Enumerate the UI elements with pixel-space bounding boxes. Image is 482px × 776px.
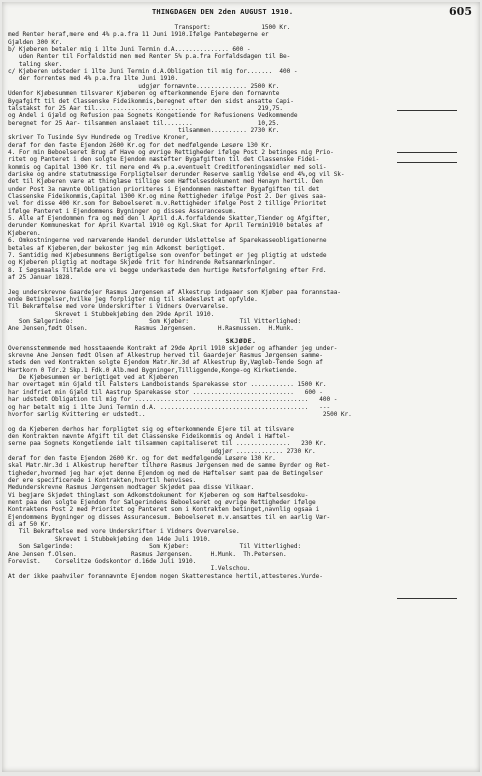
- document-page: [2, 2, 480, 772]
- contract-text-line: betales af Kjøberen,der bekoster jeg min Adkomst berigtiget.: [8, 244, 226, 252]
- skjoede-text-line: og da Kjøberen derhos har forpligtet sig og efterkommende Ejere til at tilsvare: [8, 425, 294, 433]
- skjoede-text-line: der ere specificerede i Kontrakten,hvortil henvises.: [8, 477, 197, 484]
- contract-text-line: kommis og Capital 1300 Kr. til mere end 4% p.a.eventuelt Creditforeningsmidler med soli-: [8, 163, 327, 171]
- skjoede-text-line: skrevne Ane Jensen født Olsen af Alkestrup herved til Gaardejer Rasmus Jørgensen samme-: [8, 352, 323, 360]
- skjoede-text-line: I.Velschou.: [8, 565, 251, 573]
- contract-text-line: 7. Samtidig med Kjøbesummens Berigtigelse som ovenfor betinget er jeg pligtig at udstede: [8, 251, 327, 259]
- skjoede-text-line: har udstedt Obligation til mig for ................................................ 400 -: [8, 396, 338, 404]
- contract-text-line: af 25 Januar 1828.: [8, 273, 74, 281]
- contract-text-line: uden Renter til Forfaldstid men med Renter 5% p.a.fra Forfaldsdagen til Be-: [8, 53, 291, 61]
- skjoede-text-line: steds den ved Kontrakten solgte Ejendom Matr.Nr.3d af Alkestrup By,Vægleb-Tende Sogn af: [8, 359, 323, 367]
- contract-text-line: det til Kjøberen være at thinglæse tillige som Hæftelsesdokument med Henayn hertil. Den: [8, 178, 323, 186]
- contract-text-line: deraf for den faste Ejendom 2600 Kr.og for det medfølgende Løsøre 130 Kr.: [8, 141, 273, 149]
- skjoede-text-line: Forevist. Corselitze Godskontor d.16de Juli 1910.: [8, 557, 197, 565]
- contract-text-line: ritet og Panteret i den solgte Ejendom næstefter Bygafgiften til det Classenske Fidei-: [8, 156, 320, 164]
- skjoede-text-line: De Kjøbesummen er berigtiget ved at Kjøberen: [8, 374, 179, 382]
- skjoede-text-line: Overensstemmende med hosstaaende Kontrakt af 29de April 1910 skjøder og afhænder jeg under-: [8, 344, 338, 352]
- skjoede-text-line: tigheder,hvormed jeg har ejet denne Ejendom og med de Hæftelser samt paa de Betingelser: [8, 469, 323, 477]
- skjoede-text-line: udgjør ............. 2730 Kr.: [8, 447, 316, 455]
- contract-text-line: tilsammen.......... 2730 Kr.: [8, 126, 280, 134]
- contract-text-line: c/ Kjøberen udsteder i 1lte Juni Termin d.A.Obligation til mig for....... 400 -: [8, 68, 298, 76]
- contract-text-line: beregnet for 25 Aar- tilsammen anslaaet til........ 10,25.: [8, 119, 280, 127]
- contract-text-line: ifølge Panteret i Ejendommens Bygninger og disses Assurancesum.: [8, 207, 236, 215]
- page-header-title: THINGDAGEN DEN 2den AUGUST 1910.: [152, 8, 294, 16]
- skjoede-text-line: Ejendommens Bygninger og disses Assurancesum. Beboelseret m.v.ansættes til en aarlig Vær-: [8, 513, 331, 521]
- skjoede-text-line: serne paa Sognets Kongetiende ialt tilsammen capitaliseret til ............... 230 Kr.: [8, 440, 327, 448]
- skjoede-text-line: Kontraktens Post 2 med Prioritet og Panteret som i Kontrakten betinget,navnlig ogsaa i: [8, 506, 320, 514]
- contract-text-line: med Renter heraf,mere end 4% p.a.fra 11 Juni 1910.Ifølge Pantebøgerne er: [8, 31, 269, 39]
- page-number: 605: [449, 5, 472, 18]
- skjoede-text-line: Vi begjære Skjødet thinglæst som Adkomstdokument for Kjøberen og som Hæftelsesdoku-: [8, 491, 309, 499]
- skjoede-text-line: Ane Jensen f.Olsen. Rasmus Jørgensen. H.Munk. Th.Petersen.: [8, 550, 287, 558]
- contract-text-line: ende Betingelser,hvilke jeg forpligter mig til skadesløst at opfylde.: [8, 295, 258, 303]
- contract-text-line: Jeg underskrevne Gaardejer Rasmus Jørgensen af Alkestrup indgaaer som Kjøber paa forannstaa-: [8, 288, 341, 296]
- skjoede-text-line: har overtaget min Gjæld til Falsters Landboistands Sparekasse stor ............ 1500 Kr.: [8, 381, 327, 389]
- contract-text-line: Udenfor Kjøbesummen tilsvarer Kjøberen og efterkommende Ejere den fornævnte: [8, 90, 280, 98]
- sum-rule-3: [397, 162, 457, 163]
- contract-text-line: under Post 3a nævnte Obligation prioriteres i Ejendommen næstefter Bygafgiften til det: [8, 185, 320, 193]
- contract-text-line: Kjøberen.: [8, 229, 41, 237]
- contract-text-line: talstakst for 25 Aar til............................ 219,75.: [8, 104, 284, 112]
- skjoede-text-line: ment paa den solgte Ejendom for Sælgerindens Beboelseret og øvrige Rettigheder ifølge: [8, 499, 316, 507]
- contract-text-line: 8. I Søgsmaals Tilfælde ere vi begge underkastede den hurtige Retsforfølgning efter Frd.: [8, 266, 327, 274]
- sum-rule-1: [397, 110, 457, 111]
- contract-text-line: udgjør fornævnte.............. 2500 Kr.: [8, 82, 280, 90]
- skjoede-text-line: Til Bekræftelse med vore Underskrifter i Vidners Overværelse.: [8, 528, 240, 536]
- skjoede-text-line: At der ikke paahviler forannævnte Ejendom nogen Skatterestance hertil,attesteres.Vurde-: [8, 572, 323, 580]
- skjoede-text-line: Som Sælgerinde: Som Kjøber: Til Vitterlighed:: [8, 543, 302, 551]
- skjoede-text-line: deraf for den faste Ejendom 2600 Kr. og for det medfølgende Løsøre 130 Kr.: [8, 454, 276, 462]
- contract-text-line: 4. For min Beboelseret Brug af Have og øvrige Rettigheder ifølge Post 2 betinges mig Prio-: [8, 148, 334, 156]
- sum-rule-2: [397, 152, 457, 153]
- skjoede-text-line: og har betalt mig i 1lte Juni Termin d.A. ......................................... ---: [8, 403, 331, 411]
- contract-text-line: Gjælden 300 Kr.: [8, 38, 63, 46]
- contract-text-line: og Andel i Gjæld og Refusion paa Sognets Kongetiende for Refusionens Vedkommende: [8, 112, 298, 120]
- contract-text-line: 5. Alle af Ejendommen fra og med den l April d.A.forfaldende Skatter,Tiender og Afgifter,: [8, 215, 331, 223]
- skjoede-text-line: Hartkorn 0 Tdr.2 Skp.1 Fdk.0 Alb.med Bygninger,Tilliggende,Konge-og Kirketiende.: [8, 366, 298, 374]
- contract-text-line: Til Bekræftelse med vore Underskrifter i Vidners Overværelse.: [8, 303, 229, 311]
- contract-text-line: derunder Kommuneskat for April Kvartal 1910 og Kgl.Skat for April Termin1910 betales af: [8, 222, 323, 230]
- contract-text-line: taling sker.: [8, 60, 63, 68]
- contract-text-line: Ane Jensen,født Olsen. Rasmus Jørgensen. H.Rasmussen. H.Munk.: [8, 325, 294, 333]
- sum-rule-4: [397, 598, 457, 599]
- contract-text-line: skriver To Tusinde Syv Hundrede og Tredive Kroner,: [8, 134, 189, 142]
- contract-text-line: dariske og andre statutmæssige Forpligtelser derunder Reserve samlig Ydelse end 4%,og vil Sk-: [8, 171, 345, 178]
- contract-text-line: Transport: 1500 Kr.: [8, 24, 291, 31]
- contract-text-line: b/ Kjøberen betaler mig i 1lte Juni Termin d.A............... 600 -: [8, 46, 251, 54]
- skjoede-text-line: di af 50 Kr.: [8, 521, 52, 529]
- skjoede-text-line: den Kontrakten nævnte Afgift til det Classenske Fideikommis og Andel i Hæftel-: [8, 432, 291, 440]
- contract-text-line: Som Sælgerinde: Som Kjøber: Til Vitterlighed:: [8, 318, 302, 325]
- skjoede-text-line: har indfriet min Gjæld til Aastrup Sparekasse stor ............................ 600 -: [8, 388, 323, 396]
- contract-text-line: 6. Omkostningerne ved nærværende Handel derunder Udslettelse af Sparekasseobligationerne: [8, 237, 327, 245]
- skjoede-text-line: skal Matr.Nr.3d i Alkestrup herefter tilhøre Rasmus Jørgensen med de samme Byrder og Ret-: [8, 462, 331, 470]
- skjoede-heading: SKJØDE.: [225, 336, 257, 345]
- contract-text-line: Skrevet i Stubbekjøbing den 29de April 1910.: [8, 310, 215, 318]
- contract-text-line: der forrentes med 4% p.a.fra 1lte Juni 1910.: [8, 75, 179, 83]
- contract-text-line: Classenske Fideikommis,Capital 1300 Kr.og mine Rettigheder ifølge Post 2. Der gives saa-: [8, 193, 327, 201]
- skjoede-text-line: Medunderskrevne Rasmus Jørgensen modtager Skjødet paa disse Vilkaar.: [8, 484, 255, 492]
- contract-text-line: og Kjøberen pligtig at modtage Skjøde frit for hindrende Retsanmærkninger.: [8, 259, 276, 267]
- skjoede-text-line: hvorfor særlig Kvittering er udstedt.. 2500 Kr.: [8, 410, 352, 418]
- contract-text-line: vel for disse 400 Kr.som for Beboelseret m.v.Rettigheder ifølge Post 2 tillige Prioritet: [8, 200, 327, 208]
- contract-text-line: Bygafgift til det Classenske Fideikommis,beregnet efter den sidst ansatte Capi-: [8, 97, 294, 105]
- skjoede-text-line: Skrevet i Stubbekjøbing den 14de Juli 1910.: [8, 535, 211, 543]
